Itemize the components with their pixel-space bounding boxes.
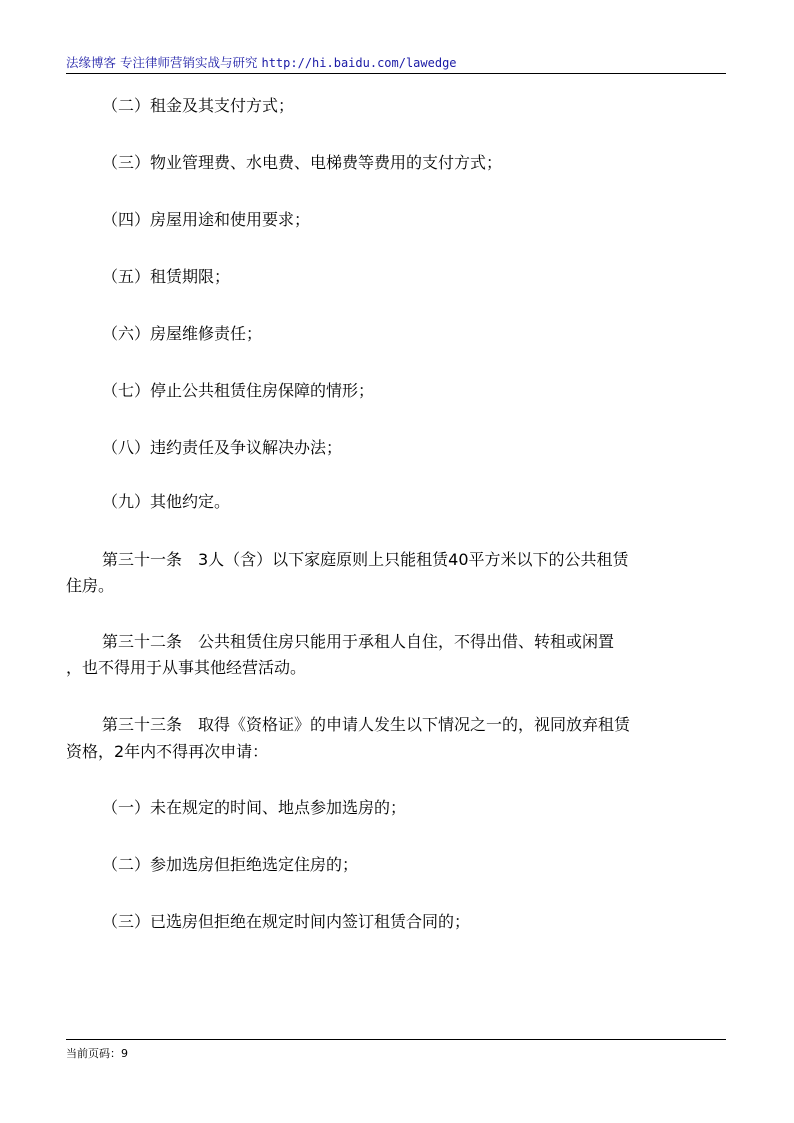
article-32-line-2: ，也不得用于从事其他经营活动。 (66, 658, 307, 677)
paragraph-item-8-liability: （八）违约责任及争议解决办法； (102, 438, 343, 457)
paragraph-item-3-fees: （三）物业管理费、水电费、电梯费等费用的支付方式； (102, 153, 503, 172)
blog-name: 法缘博客 专注律师营销实战与研究 (66, 55, 258, 70)
paragraph-item-6-repair: （六）房屋维修责任； (102, 324, 263, 343)
paragraph-item-4-usage: （四）房屋用途和使用要求； (102, 210, 311, 229)
page-number: 当前页码：9 (66, 1047, 128, 1060)
footer-divider (66, 1039, 726, 1040)
paragraph-item-9-other: （九）其他约定。 (102, 492, 231, 511)
paragraph-item-2-rent: （二）租金及其支付方式； (102, 96, 295, 115)
paragraph-item-2-refuse-housing: （二）参加选房但拒绝选定住房的； (102, 855, 359, 874)
article-31-line-1: 第三十一条 3人（含）以下家庭原则上只能租赁40平方米以下的公共租赁 (102, 550, 629, 569)
article-32-line-1: 第三十二条 公共租赁住房只能用于承租人自住，不得出借、转租或闲置 (102, 632, 615, 651)
paragraph-item-1-no-show: （一）未在规定的时间、地点参加选房的； (102, 798, 407, 817)
article-33-line-2: 资格，2年内不得再次申请： (66, 742, 269, 761)
header-text (66, 53, 457, 71)
blog-url-link[interactable]: http://hi.baidu.com/lawedge (261, 56, 457, 70)
paragraph-item-5-term: （五）租赁期限； (102, 267, 231, 286)
paragraph-item-3-refuse-contract: （三）已选房但拒绝在规定时间内签订租赁合同的； (102, 912, 471, 931)
article-31-line-2: 住房。 (66, 576, 115, 595)
paragraph-item-7-termination: （七）停止公共租赁住房保障的情形； (102, 381, 375, 400)
header-divider (66, 73, 726, 74)
article-33-line-1: 第三十三条 取得《资格证》的申请人发生以下情况之一的，视同放弃租赁 (102, 715, 631, 734)
